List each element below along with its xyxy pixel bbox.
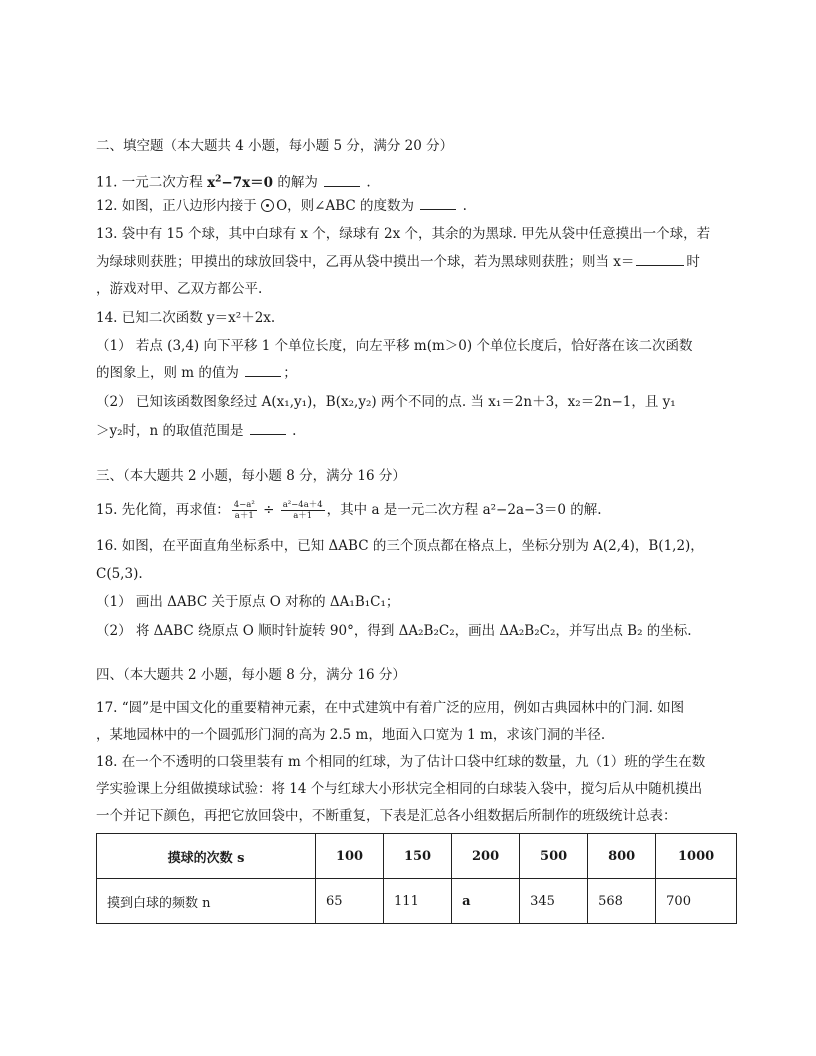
answer-blank-q12 [420,198,456,210]
table-header-cell: 摸球的次数 s [97,834,316,879]
answer-blank-q13 [636,254,684,266]
question-18-line-2: 学实验课上分组做摸球试验：将 14 个与红球大小形状完全相同的白球装入袋中，搅匀后从中随机摸出 [96,781,703,797]
table-header-row [97,834,737,879]
question-11: 11. 一元二次方程 $x^2-7x=0$ 的解为 . [96,174,371,191]
question-18-line-3: 一个并记下颜色，再把它放回袋中，不断重复，下表是汇总各小组数据后所制作的班级统计总表： [96,808,677,824]
question-16-part-1: （1） 画出 ΔABC 关于原点 O 对称的 ΔA₁B₁C₁； [96,594,400,610]
section-heading-3: 三、（本大题共 2 小题，每小题 8 分，满分 16 分） [96,468,406,484]
question-18-line-1: 18. 在一个不透明的口袋里装有 m 个相同的红球，为了估计口袋中红球的数量，九（1）班的学生在数 [96,754,706,770]
question-13-line-2: 为绿球则获胜；甲摸出的球放回袋中，乙再从袋中摸出一个球，若为黑球则获胜；则当 x＝ 时 [96,254,700,270]
question-14-part-1-line-2: 的图象上，则 m 的值为 ； [96,365,297,381]
question-12: 12. 如图，正八边形内接于 O，则∠ABC 的度数为 . [96,198,467,214]
table-cell: 65 [316,879,384,924]
statistics-table [96,833,737,924]
section-heading-4: 四、（本大题共 2 小题，每小题 8 分，满分 16 分） [96,667,406,683]
circle-center-icon [261,199,274,212]
answer-blank-q11 [324,175,360,187]
table-header-cell: 150 [384,834,452,879]
question-16-part-2: （2） 将 ΔABC 绕原点 O 顺时针旋转 90°，得到 ΔA₂B₂C₂，画出 ΔA₂B₂C₂，并写出点 B₂ 的坐标. [96,623,692,639]
question-14-head: 14. 已知二次函数 y＝x²＋2x. [96,310,276,326]
table-header-cell: 100 [316,834,384,879]
question-14-part-1-line-1: （1） 若点 (3,4) 向下平移 1 个单位长度，向左平移 m(m＞0) 个单位长度后，恰好落在该二次函数 [96,338,693,354]
table-header-cell: 200 [452,834,520,879]
question-14-part-2-line-2: ＞y₂时，n 的取值范围是 . [96,423,297,439]
table-header-cell: 500 [520,834,588,879]
question-16-line-2: C(5,3). [96,566,143,582]
table-cell: 111 [384,879,452,924]
question-17-line-1: 17. “圆”是中国文化的重要精神元素，在中式建筑中有着广泛的应用，例如古典园林中的门洞. 如图 [96,700,685,716]
question-13-line-3: ，游戏对甲、乙双方都公平. [96,281,263,297]
answer-blank-q14-2 [250,423,286,435]
table-header-cell: 1000 [656,834,737,879]
table-row [97,879,737,924]
table-cell: 700 [656,879,737,924]
table-cell: a [452,879,520,924]
question-16-line-1: 16. 如图，在平面直角坐标系中，已知 ΔABC 的三个顶点都在格点上，坐标分别为 A(2,4)，B(1,2)， [96,538,704,554]
equation-q11: $x^2-7x=0$ [207,174,274,191]
question-14-part-2-line-1: （2） 已知该函数图象经过 A(x₁,y₁)，B(x₂,y₂) 两个不同的点. 当 x₁＝2n＋3，x₂＝2n−1，且 y₁ [96,394,676,410]
fraction-2: $\frac{\text{a²−4a＋4}}{a+1}$ [282,500,323,521]
table-cell: 摸到白球的频数 n [97,879,316,924]
question-15: 15. 先化简，再求值： $\frac{\text{4−a²}}{a+1}$ ÷ $\frac{\text{a²−4a＋4}}{a+1}$ ，其中 a 是一元二次方程 a²−2a−3＝0 的解. [96,500,602,521]
table-cell: 345 [520,879,588,924]
table-header-cell: 800 [588,834,656,879]
question-17-line-2: ，某地园林中的一个圆弧形门洞的高为 2.5 m，地面入口宽为 1 m，求该门洞的半径. [96,727,606,743]
table-cell: 568 [588,879,656,924]
answer-blank-q14-1 [245,365,281,377]
section-heading-fill-blank: 二、填空题（本大题共 4 小题，每小题 5 分，满分 20 分） [96,138,454,154]
fraction-1: $\frac{\text{4−a²}}{a+1}$ [233,500,255,521]
question-13-line-1: 13. 袋中有 15 个球，其中白球有 x 个，绿球有 2x 个，其余的为黑球. 甲先从袋中任意摸出一个球，若 [96,226,711,242]
